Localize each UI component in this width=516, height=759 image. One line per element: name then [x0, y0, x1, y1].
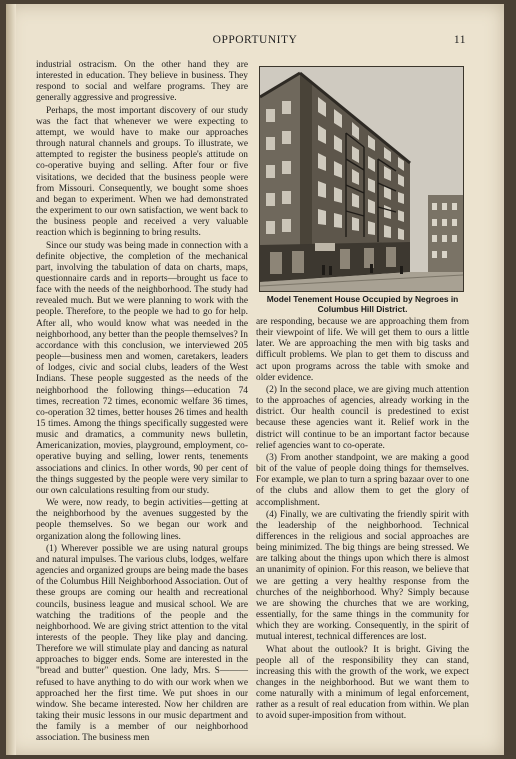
paragraph: Since our study was being made in connection with a definite objective, the completion of the mechanical part, involving the tabulation of data on charts, maps, questionnaire cards and in reports—brought us face to face with the needs of the neighborhood. The study had revealed much. But we were planning to work with the people. Therefore, to the people we had to go for help. After all, who would know what was needed in the neighborhood, any better than the people themselves? In accordance with this conclusion, we interviewed 205 people—business men and women, caretakers, leaders of lodges, civic and social clubs, leaders of the West Indians. These people suggested as the needs of the neighborhood the following things—education 74 times, recreation 72 times, economic welfare 36 times, co-operation 32 times, better houses 26 times and health 15 times. Among the things specifically suggested were music and dramatics, a community news bulletin, Americanization, movies, playground, employment, co-operative buying and selling, lower rents, tenements associations and clinics. In other words, 90 per cent of the things suggested by the people were very similar to our own calculations resulting from our study.: [36, 240, 248, 496]
paragraph: industrial ostracism. On the other hand they are interested in education. They believe in business. They respond to social and welfare programs. They are generally aggressive and progressive.: [36, 60, 248, 104]
magazine-page: [6, 4, 504, 755]
paragraph: (1) Wherever possible we are using natural groups and natural impulses. The various clubs, lodges, welfare agencies and organized groups are being made the bases of the Columbus Hill Neighborhood Association. Out of these groups are coming our health and recreational councils, business league and musical school. We are watching the traditions of the people and the neighborhood. We are giving strict attention to the vital interests of the people. They like play and dancing. Therefore we will stimulate play and dancing as natural approaches to bigger ends. Some are interested in the "bread and butter" question. One lady, Mrs. S——— refused to have anything to do with our work when we approached her the first time. We put shoes in our window. She became interested. Now her children are taking their music lessons in our music department and the family is a member of our neighborhood association. The business men: [36, 543, 248, 744]
page-spine-shadow: [6, 4, 16, 755]
paragraph: (3) From another standpoint, we are making a good bit of the value of people doing things for themselves. For example, we plan to turn a spring bazaar over to one of the clubs and allow them to get the glory of accomplishment.: [256, 452, 469, 508]
caption-line: Columbus Hill District.: [317, 304, 408, 314]
page-number: 11: [453, 34, 466, 46]
photo-caption: [256, 294, 469, 314]
paragraph: What about the outlook? It is bright. Giving the people all of the responsibility they can stand, increasing this with the growth of the work, we expect changes in the neighborhood. But we want them to come naturally with a minimum of legal enforcement, rather as a result of real education from within. We plan to avoid super-imposition from without.: [256, 644, 469, 722]
paragraph: (2) In the second place, we are giving much attention to the approaches of agencies, already working in the district. Our health council is predestined to exist because these agencies want it. Relief work in the district will continue to be an important factor because relief agencies want to co-operate.: [256, 384, 469, 451]
journal-title: OPPORTUNITY: [212, 34, 298, 46]
caption-line: Model Tenement House Occupied by Negroes in: [266, 294, 459, 304]
paragraph: Perhaps, the most important discovery of our study was the fact that whenever we were expecting to attempt, we would have to make our approaches through natural channels and groups. To illustrate, we attempted to register the business people's attitude on co-operative buying and selling. After four or five visitations, we decided that the business people were from Missouri. Consequently, we bought some shoes and began to experiment. When we had demonstrated the experiment to our own satisfaction, we went back to the business people and received a very valuable reaction which is beginning to bring results.: [36, 105, 248, 239]
running-header: [6, 34, 504, 50]
right-text-column: [256, 317, 469, 724]
paragraph: are responding, because we are approaching them from their viewpoint of life. We will get them to ours a little later. We are approaching the men with big tasks and difficult problems. We plan to get them to discuss and act upon programs across the table with smoke and older evidence.: [256, 317, 469, 383]
left-text-column: [36, 60, 248, 746]
paragraph: We were, now ready, to begin activities—getting at the neighborhood by the avenues suggested by the people themselves. So we began our work and organization along the following lines.: [36, 498, 248, 542]
tenement-house-photo: [259, 66, 464, 292]
paragraph: (4) Finally, we are cultivating the friendly spirit with the leadership of the neighborhood. Technical differences in the religious and social approaches are being minimized. The big things are being stressed. We are talking about the things upon which there is almost an unanimity of opinion. For this reason, we believe that we are getting a very healthy response from the churches of the neighborhood. Why? Simply because we are showing the churches that we are working, essentially, for the same things in the community for which they are working. Consequently, in the spirit of mutual interest, technical differences are lost.: [256, 509, 469, 643]
